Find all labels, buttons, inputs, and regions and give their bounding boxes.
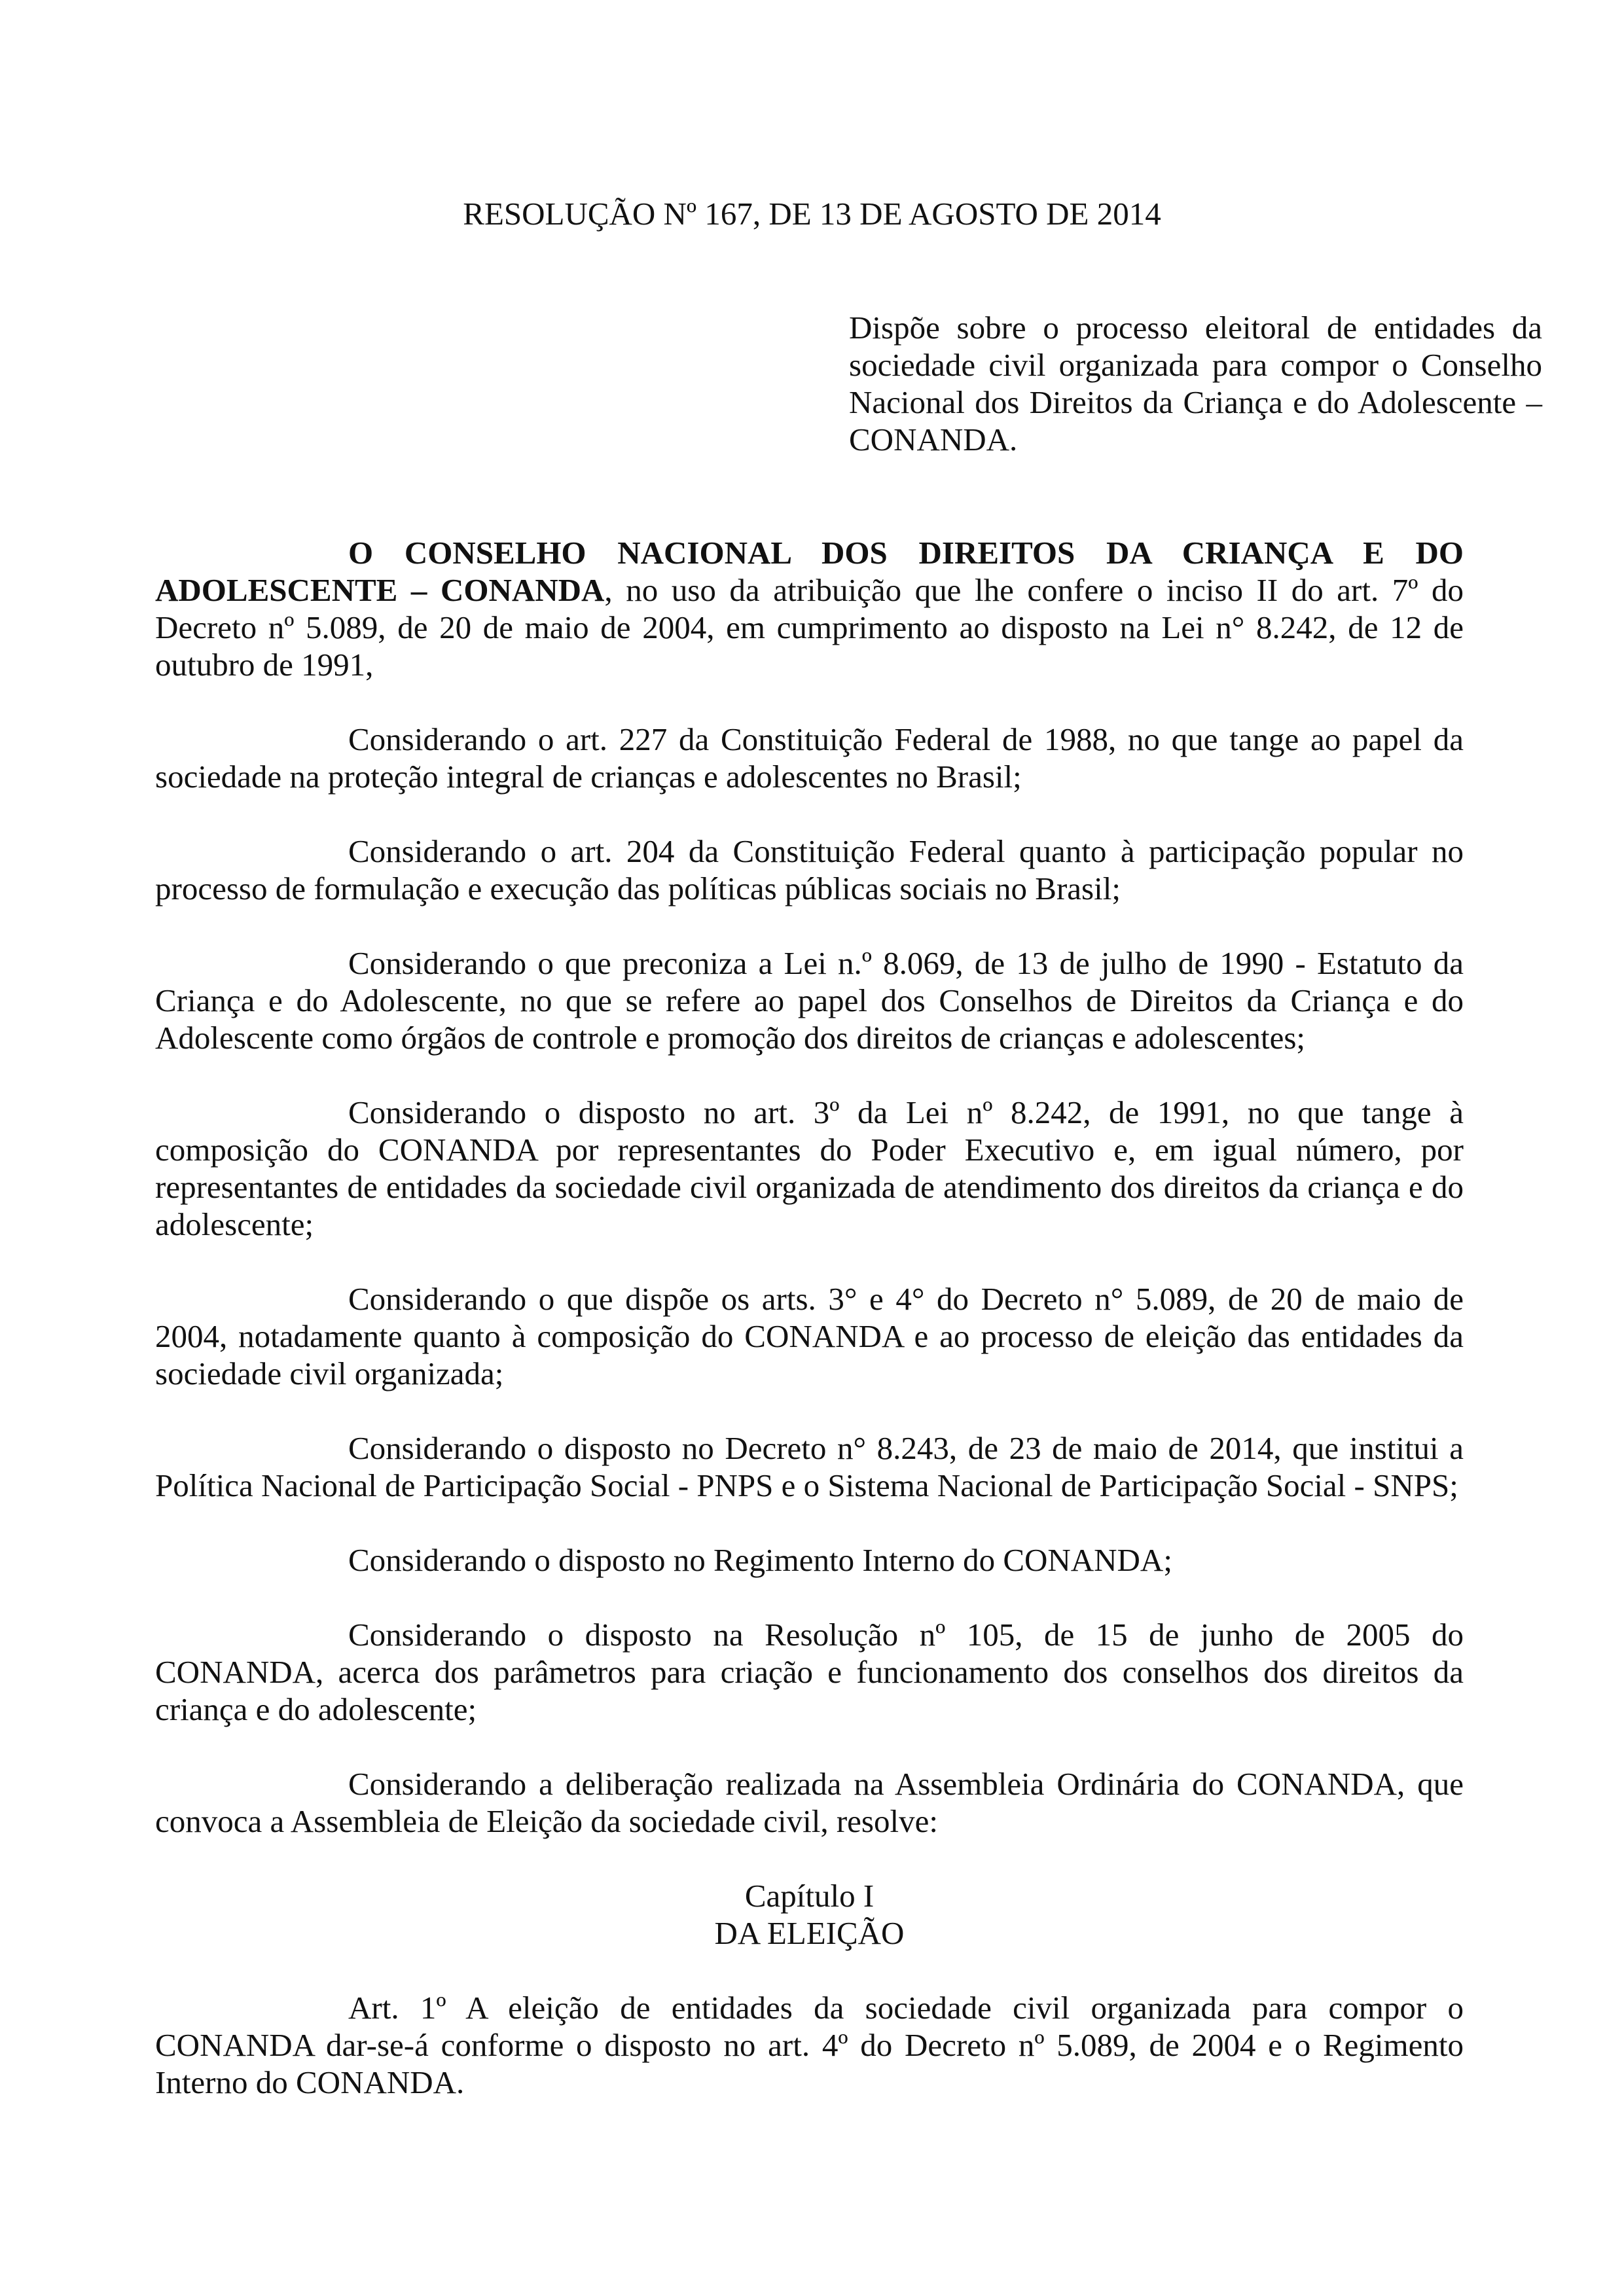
considerando-paragraph: Considerando o disposto na Resolução nº 105, de 15 de junho de 2005 do CONANDA, acerca dos parâmetros para criação e funcionamento dos conselhos dos direitos da criança e do adolescente; <box>155 1617 1464 1727</box>
chapter-name: DA ELEIÇÃO <box>714 1915 905 1951</box>
article-paragraph: Art. 1º A eleição de entidades da sociedade civil organizada para compor o CONANDA dar-se-á conforme o disposto no art. 4º do Decreto nº 5.089, de 2004 e o Regimento Interno do CONANDA. <box>155 1990 1464 2100</box>
considerando-paragraph: Considerando o disposto no Regimento Interno do CONANDA; <box>348 1542 1172 1578</box>
preamble-authority: O CONSELHO NACIONAL DOS DIREITOS DA CRIANÇA E DO ADOLESCENTE – CONANDA <box>155 535 1464 608</box>
resolution-title: RESOLUÇÃO Nº 167, DE 13 DE AGOSTO DE 2014 <box>463 196 1161 232</box>
considerando-paragraph: Considerando a deliberação realizada na Assembleia Ordinária do CONANDA, que convoca a Assembleia de Eleição da sociedade civil, resolve: <box>155 1766 1464 1839</box>
preamble-text: , no uso da atribuição que lhe confere o inciso II do art. 7º do Decreto nº 5.089, de 20 de maio de 2004, em cumprimento ao disposto na Lei n° 8.242, de 12 de outubro de 1991, <box>155 572 1464 683</box>
considerando-paragraph: Considerando o art. 204 da Constituição Federal quanto à participação popular no processo de formulação e execução das políticas públicas sociais no Brasil; <box>155 833 1464 906</box>
resolution-body <box>155 534 1464 2138</box>
chapter-heading <box>155 1877 1464 1952</box>
preamble-paragraph <box>155 534 1464 683</box>
resolution-ementa: Dispõe sobre o processo eleitoral de entidades da sociedade civil organizada para compor o Conselho Nacional dos Direitos da Criança e do Adolescente – CONANDA. <box>849 310 1542 457</box>
considerando-paragraph: Considerando o art. 227 da Constituição Federal de 1988, no que tange ao papel da sociedade na proteção integral de crianças e adolescentes no Brasil; <box>155 721 1464 795</box>
chapter-number: Capítulo I <box>744 1878 875 1914</box>
considerando-paragraph: Considerando o que preconiza a Lei n.º 8.069, de 13 de julho de 1990 - Estatuto da Criança e do Adolescente, no que se refere ao papel dos Conselhos de Direitos da Criança e do Adolescente como órgãos de controle e promoção dos direitos de crianças e adolescentes; <box>155 945 1464 1056</box>
considerando-paragraph: Considerando o que dispõe os arts. 3° e 4° do Decreto n° 5.089, de 20 de maio de 2004, notadamente quanto à composição do CONANDA e ao processo de eleição das entidades da sociedade civil organizada; <box>155 1281 1464 1391</box>
considerando-paragraph: Considerando o disposto no Decreto n° 8.243, de 23 de maio de 2014, que institui a Política Nacional de Participação Social - PNPS e o Sistema Nacional de Participação Social - SNPS; <box>155 1430 1464 1503</box>
considerando-paragraph: Considerando o disposto no art. 3º da Lei nº 8.242, de 1991, no que tange à composição do CONANDA por representantes do Poder Executivo e, em igual número, por representantes de entidades da sociedade civil organizada de atendimento dos direitos da criança e do adolescente; <box>155 1094 1464 1242</box>
